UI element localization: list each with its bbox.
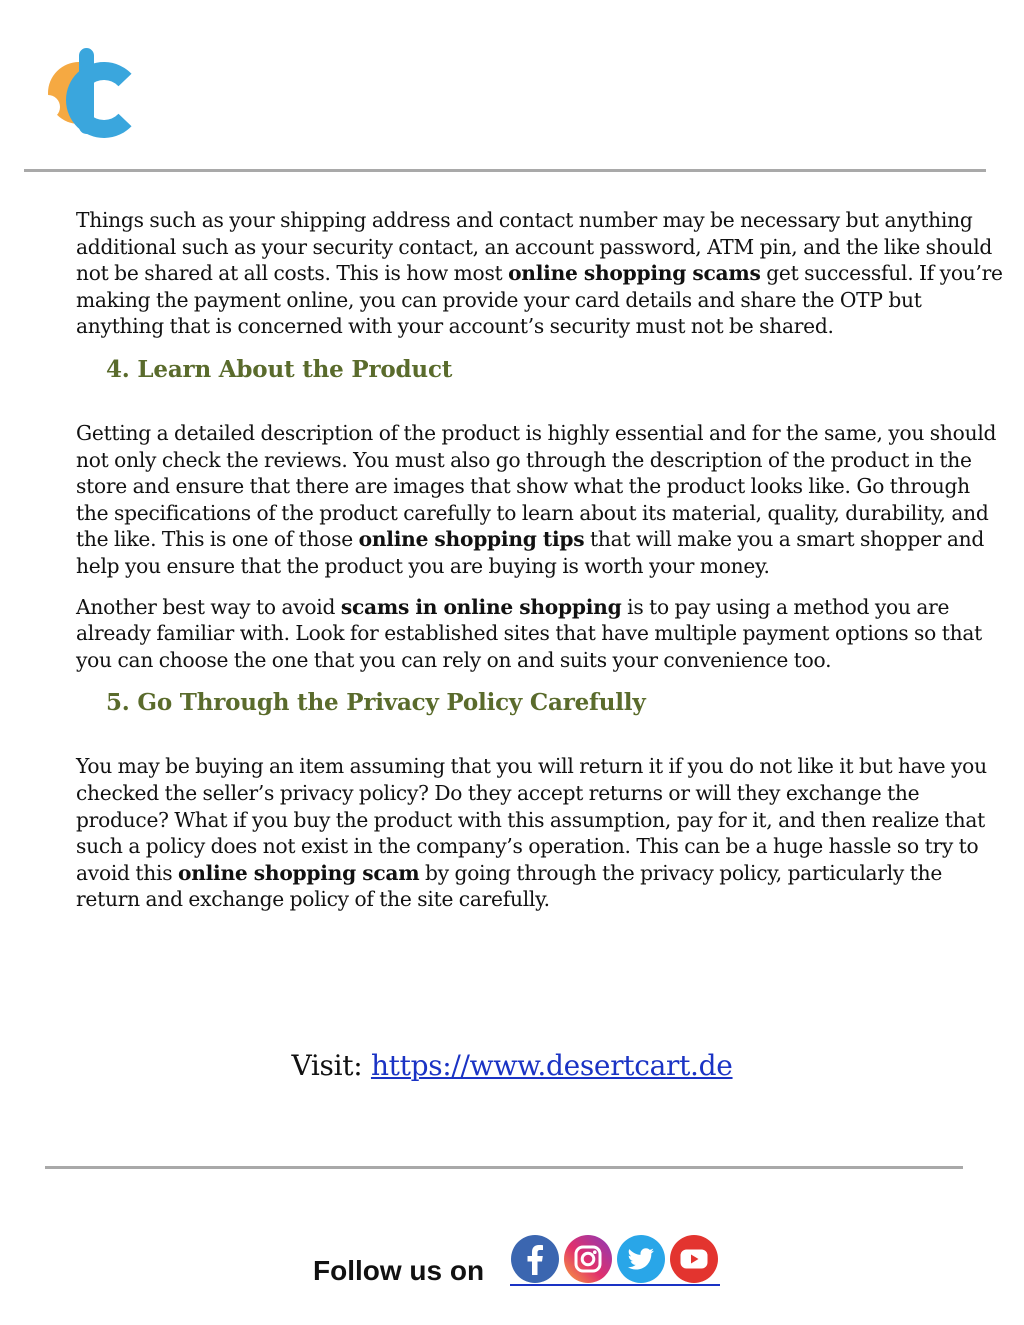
article-body <box>76 207 1006 927</box>
bold-keyword: scams in online shopping <box>340 594 622 619</box>
text-run: Getting a detailed description of the product is highly essential and for the same, you should not only check the reviews. You must also go through the description of the product in the store and ensure that there are images that show what the product looks like. Go through the specifications of the product carefully to learn about its material, quality, durability, and the like. This is one of those <box>76 420 997 552</box>
instagram-icon[interactable] <box>563 1234 613 1284</box>
text-run: Things such as your shipping address and contact number may be necessary but anything additional such as your security contact, an account password, ATM pin, and the like should not be shared at all costs. This is how most <box>76 208 993 286</box>
text-run: get successful. If you’re making the payment online, you can provide your card details and share the OTP but anything that is concerned with your account’s security must not be shared. <box>76 261 1003 339</box>
bold-keyword: online shopping scam <box>178 860 420 885</box>
text-run: is to pay using a method you are already familiar with. Look for established sites that have multiple payment options so that you can choose the one that you can rely on and suits your convenience too. <box>76 594 982 672</box>
text-run: by going through the privacy policy, particularly the return and exchange policy of the site carefully. <box>76 860 943 912</box>
social-icons <box>510 1232 720 1288</box>
desertcart-logo <box>20 48 136 140</box>
social-link-underline <box>510 1284 720 1286</box>
paragraph-product-description <box>76 420 1006 580</box>
website-link[interactable]: https://www.desertcart.de <box>370 1049 733 1082</box>
footer-divider <box>45 1166 963 1169</box>
header-divider <box>24 169 986 172</box>
visit-line <box>0 1046 1024 1086</box>
paragraph-security <box>76 207 1006 340</box>
text-run: that will make you a smart shopper and help you ensure that the product you are buying is worth your money. <box>76 527 985 578</box>
heading-privacy-policy: 5. Go Through the Privacy Policy Carefully <box>106 689 646 717</box>
bold-keyword: online shopping tips <box>358 527 585 552</box>
facebook-icon[interactable] <box>510 1234 560 1284</box>
paragraph-privacy-policy <box>76 753 1006 913</box>
text-run: You may be buying an item assuming that you will return it if you do not like it but have you checked the seller’s privacy policy? Do they accept returns or will they exchange the produce? What if you buy the product with this assumption, pay for it, and then realize that such a policy does not exist in the company’s operation. This can be a huge hassle so try to avoid this <box>76 754 987 885</box>
visit-label: Visit: <box>291 1049 371 1082</box>
bold-keyword: online shopping scams <box>508 261 761 286</box>
text-run: Another best way to avoid <box>76 594 341 619</box>
youtube-icon[interactable] <box>669 1234 719 1284</box>
twitter-icon[interactable] <box>616 1234 666 1284</box>
follow-us-label: Follow us on <box>313 1255 485 1286</box>
paragraph-payment-method <box>76 594 1006 674</box>
heading-learn-about-product: 4. Learn About the Product <box>106 355 453 383</box>
